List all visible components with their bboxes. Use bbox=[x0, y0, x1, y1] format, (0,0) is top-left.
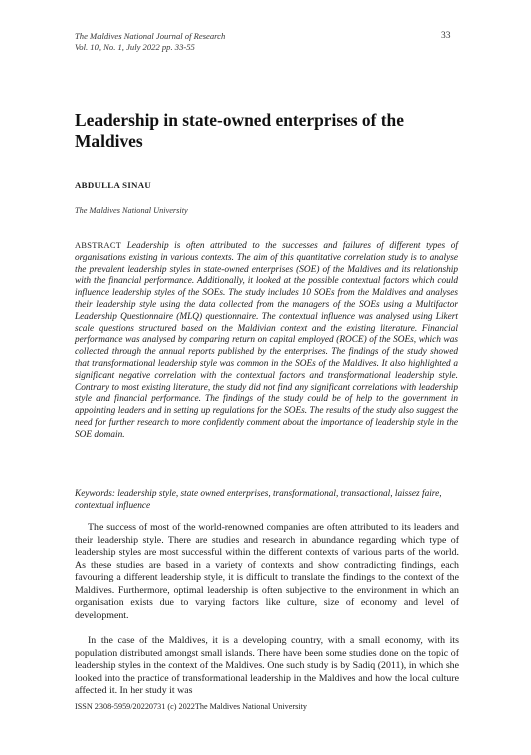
abstract bbox=[75, 240, 458, 442]
abstract-label: ABSTRACT bbox=[75, 241, 122, 250]
journal-name: The Maldives National Journal of Research bbox=[75, 31, 226, 41]
author-affiliation: The Maldives National University bbox=[75, 206, 188, 215]
journal-volume: Vol. 10, No. 1, July 2022 pp. 33-55 bbox=[75, 42, 195, 52]
journal-header bbox=[75, 31, 225, 53]
body-paragraph: In the case of the Maldives, it is a developing country, with a small economy, with its population distributed amongst small islands. There have been some studies done on the topic of leadership styles in the context of the Maldives. One such study is by Sadiq (2011), in which she looked into the practice of transformational leadership in the Maldives and how the local culture affected it. In her study it was bbox=[75, 635, 459, 696]
author-name: ABDULLA SINAU bbox=[75, 180, 152, 190]
page-number: 33 bbox=[441, 31, 451, 41]
issn-footer: ISSN 2308-5959/20220731 (c) 2022The Maldives National University bbox=[75, 702, 307, 711]
article-title: Leadership in state-owned enterprises of the Maldives bbox=[75, 110, 404, 151]
body-paragraph: The success of most of the world-renowned companies are often attributed to its leaders and their leadership style. There are studies and research in abundance regarding which type of leadership styles are most successful within the different contexts of various parts of the world. As these studies are based in a variety of contexts and show contradicting findings, each favouring a different leadership style, it is difficult to translate the findings to the context of the Maldives. Furthermore, optimal leadership is often subjective to the environment in which an organisation exists due to varying factors like culture, size of economy and level of development. bbox=[75, 522, 459, 621]
keywords: Keywords: leadership style, state owned enterprises, transformational, transactional, laissez faire, contextual influence bbox=[75, 489, 442, 512]
abstract-text: Leadership is often attributed to the successes and failures of different types of organisations existing in various contexts. The aim of this quantitative correlation study is to analyse the prevalent leadership styles in state-owned enterprises (SOE) of the Maldives and its relationship with the financial performance. Additionally, it looked at the possible contextual factors which could influence leadership styles of the SOEs. The study includes 10 SOEs from the Maldives and analyses their leadership style using the data collected from the managers of the SOEs using a Multifactor Leadership Questionnaire (MLQ) questionnaire. The contextual influence was analysed using Likert scale questions structured based on the Maldivian context and the existing literature. Financial performance was analysed by comparing return on capital employed (ROCE) of the SOEs, which was collected through the annual reports published by the enterprises. The findings of the study showed that transformational leadership style was common in the SOEs of the Maldives. It also highlighted a significant negative correlation with the contextual factors and transformational leadership style. Contrary to most existing literature, the study did not find any significant correlations with leadership style and financial performance. The findings of the study could be of help to the government in appointing leaders and in setting up regulations for the SOEs. The results of the study also suggest the need for further research to more confidently comment about the importance of leadership style in the SOE domain. bbox=[75, 241, 458, 440]
